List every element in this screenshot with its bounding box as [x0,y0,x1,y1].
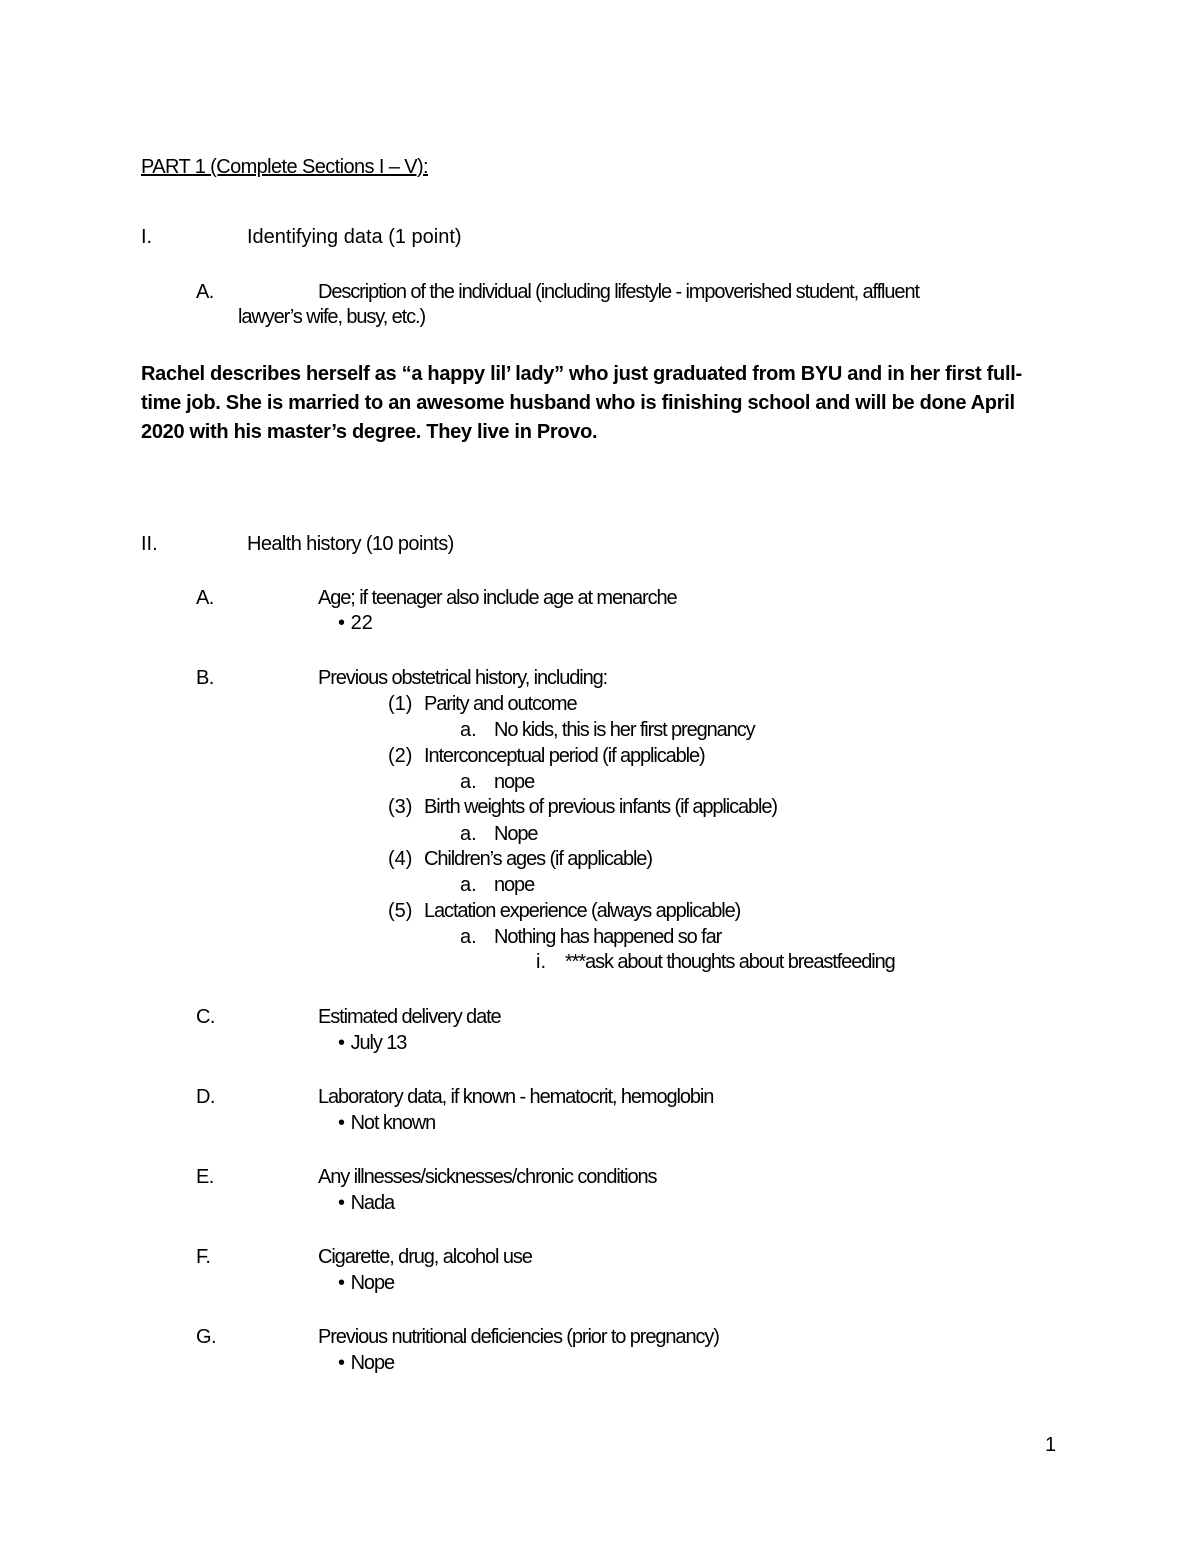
item-b-4-sub-letter: a. [460,874,477,896]
item-b-1-sub-letter: a. [460,719,477,741]
section-1-item-a-text-line1: Description of the individual (including lifestyle - impoverished student, affluent [318,281,919,303]
item-g-bullet [338,1351,394,1375]
item-b-2-sub-letter: a. [460,771,477,793]
item-b-5-subsub-text: ***ask about thoughts about breastfeeding [565,951,895,973]
item-d-bullet-text: Not known [350,1112,436,1134]
item-c-letter: C. [196,1006,215,1028]
item-g-letter: G. [196,1326,216,1348]
item-d-bullet [338,1111,435,1135]
item-b-1-text: Parity and outcome [424,693,577,715]
item-c-text: Estimated delivery date [318,1006,501,1028]
item-a-bullet-text: 22 [350,612,373,634]
item-e-letter: E. [196,1166,214,1188]
section-1-item-a-text-line2: lawyer’s wife, busy, etc.) [238,306,426,328]
item-f-bullet [338,1271,394,1295]
section-2-title: Health history (10 points) [247,533,454,555]
item-b-2-sub-text: nope [494,771,535,793]
bullet-icon: • [338,1112,346,1134]
bullet-icon: • [338,1032,346,1054]
item-a-bullet [338,611,373,635]
item-b-3-num: (3) [388,796,413,818]
item-d-letter: D. [196,1086,215,1108]
item-b-5-sub-letter: a. [460,926,477,948]
bullet-icon: • [338,1352,346,1374]
item-b-3-sub-text: Nope [494,823,538,845]
item-b-5-sub-text: Nothing has happened so far [494,926,722,948]
item-b-1-num: (1) [388,693,413,715]
item-e-bullet [338,1191,394,1215]
item-b-5-text: Lactation experience (always applicable) [424,900,741,922]
bullet-icon: • [338,1192,346,1214]
section-1-item-a-letter: A. [196,281,214,303]
item-b-4-sub-text: nope [494,874,535,896]
section-1-numeral: I. [141,226,153,248]
item-b-3-text: Birth weights of previous infants (if applicable) [424,796,777,818]
item-b-5-num: (5) [388,900,413,922]
item-e-text: Any illnesses/sicknesses/chronic conditions [318,1166,657,1188]
item-d-text: Laboratory data, if known - hematocrit, hemoglobin [318,1086,714,1108]
item-c-bullet [338,1031,406,1055]
section-2-numeral: II. [141,533,158,555]
item-b-4-num: (4) [388,848,413,870]
item-b-letter: B. [196,667,214,689]
item-f-bullet-text: Nope [350,1272,394,1294]
item-f-letter: F. [196,1246,211,1268]
page-title: PART 1 (Complete Sections I – V): [141,156,428,178]
item-b-5-subsub-letter: i. [536,951,546,973]
page-number: 1 [1045,1434,1057,1456]
item-b-4-text: Children’s ages (if applicable) [424,848,652,870]
section-1-title: Identifying data (1 point) [247,226,462,248]
item-b-2-num: (2) [388,745,413,767]
item-e-bullet-text: Nada [350,1192,394,1214]
item-a-letter: A. [196,587,214,609]
item-b-1-sub-text: No kids, this is her first pregnancy [494,719,755,741]
item-c-bullet-text: July 13 [350,1032,407,1054]
item-b-2-text: Interconceptual period (if applicable) [424,745,705,767]
item-b-text: Previous obstetrical history, including: [318,667,608,689]
item-f-text: Cigarette, drug, alcohol use [318,1246,532,1268]
bullet-icon: • [338,1272,346,1294]
item-b-3-sub-letter: a. [460,823,477,845]
item-g-bullet-text: Nope [350,1352,394,1374]
item-g-text: Previous nutritional deficiencies (prior to pregnancy) [318,1326,719,1348]
item-a-text: Age; if teenager also include age at menarche [318,587,677,609]
section-1-answer: Rachel describes herself as “a happy lil’ lady” who just graduated from BYU and in her first full-time job. She is married to an awesome husband who is finishing school and will be done April 2020 with his master’s degree. They live in Provo. [141,363,1022,443]
bullet-icon: • [338,612,346,634]
